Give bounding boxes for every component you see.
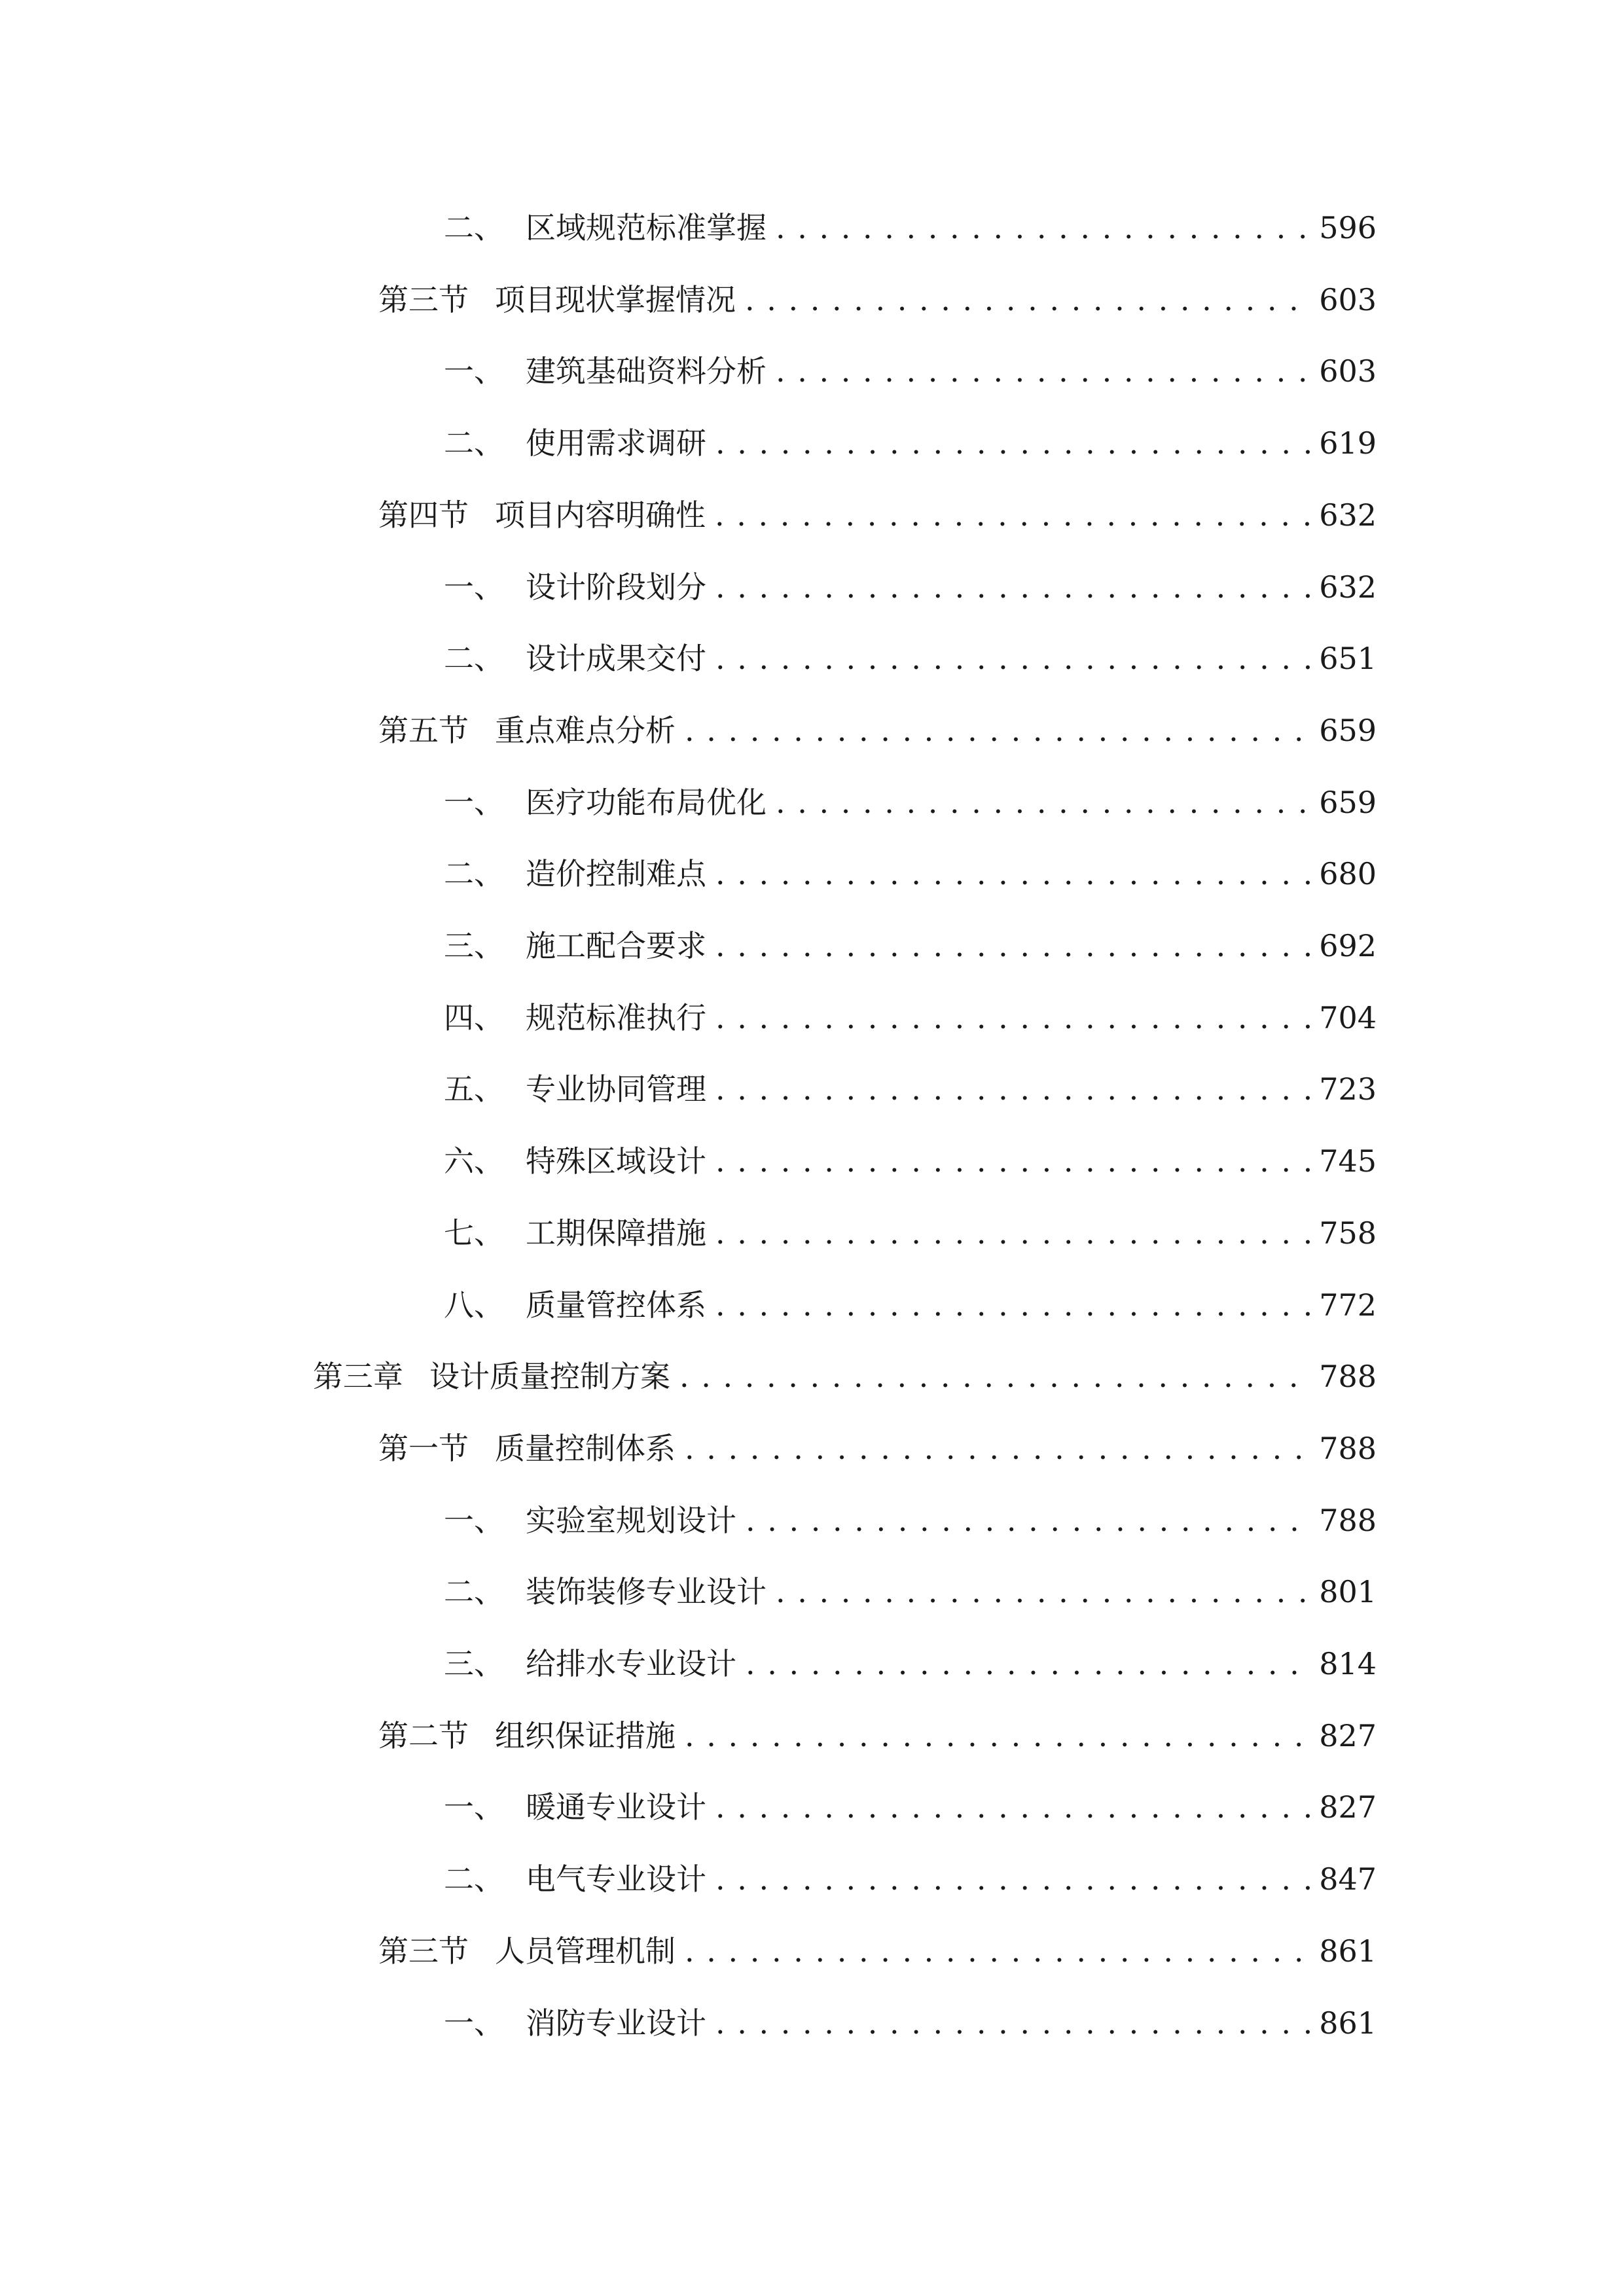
toc-page-number: 596 bbox=[1319, 210, 1377, 245]
toc-page-number: 651 bbox=[1319, 641, 1377, 676]
toc-entry-title: 电气专业设计 bbox=[526, 1861, 706, 1897]
toc-page-number: 861 bbox=[1319, 2005, 1377, 2041]
toc-entry-title: 施工配合要求 bbox=[526, 928, 706, 963]
toc-entry-title: 给排水专业设计 bbox=[526, 1646, 736, 1681]
toc-entry[interactable] bbox=[378, 704, 1377, 757]
toc-entry-number: 一、 bbox=[444, 353, 504, 389]
toc-dot-leader bbox=[746, 1494, 1310, 1547]
toc-entry-number: 二、 bbox=[444, 210, 504, 245]
toc-entry-number: 二、 bbox=[444, 641, 504, 676]
toc-entry-number: 一、 bbox=[444, 569, 504, 605]
toc-entry-number: 一、 bbox=[444, 2005, 504, 2041]
toc-entry-number: 八、 bbox=[444, 1287, 504, 1323]
toc-dot-leader bbox=[685, 704, 1310, 757]
toc-page-number: 603 bbox=[1319, 353, 1377, 389]
toc-entry-number: 二、 bbox=[444, 856, 504, 891]
toc-entry-number: 第三节 bbox=[378, 282, 469, 317]
toc-page-number: 692 bbox=[1319, 928, 1377, 963]
toc-dot-leader bbox=[715, 489, 1310, 541]
toc-dot-leader bbox=[715, 848, 1310, 900]
toc-entry-number: 二、 bbox=[444, 1574, 504, 1609]
toc-page-number: 680 bbox=[1319, 856, 1377, 891]
toc-page-number: 827 bbox=[1319, 1718, 1377, 1753]
toc-entry[interactable] bbox=[444, 992, 1377, 1044]
toc-entry[interactable] bbox=[378, 1925, 1377, 1977]
toc-entry-title: 特殊区域设计 bbox=[526, 1143, 706, 1179]
toc-dot-leader bbox=[715, 561, 1310, 613]
toc-entry-title: 重点难点分析 bbox=[495, 713, 676, 748]
toc-page-number: 814 bbox=[1319, 1646, 1377, 1681]
toc-page-number: 704 bbox=[1319, 1000, 1377, 1035]
toc-page-number: 827 bbox=[1319, 1789, 1377, 1825]
toc-entry-title: 质量控制体系 bbox=[495, 1431, 676, 1466]
toc-entry-title: 设计阶段划分 bbox=[526, 569, 706, 605]
toc-entry-title: 人员管理机制 bbox=[495, 1933, 676, 1969]
toc-page-number: 659 bbox=[1319, 785, 1377, 820]
toc-dot-leader bbox=[715, 1063, 1310, 1115]
toc-entry-title: 设计成果交付 bbox=[526, 641, 706, 676]
toc-page-number: 723 bbox=[1319, 1071, 1377, 1107]
toc-entry-number: 一、 bbox=[444, 785, 504, 820]
toc-entry-title: 造价控制难点 bbox=[526, 856, 706, 891]
toc-dot-leader bbox=[715, 1853, 1310, 1905]
toc-entry-number: 四、 bbox=[444, 1000, 504, 1035]
toc-page-number: 801 bbox=[1319, 1574, 1377, 1609]
toc-dot-leader bbox=[776, 345, 1310, 397]
toc-entry[interactable] bbox=[444, 345, 1377, 397]
toc-dot-leader bbox=[745, 274, 1310, 326]
toc-entry[interactable] bbox=[444, 561, 1377, 613]
toc-entry[interactable] bbox=[444, 1997, 1377, 2049]
toc-entry-title: 项目内容明确性 bbox=[495, 497, 706, 533]
toc-dot-leader bbox=[715, 1997, 1310, 2049]
toc-page-number: 603 bbox=[1319, 282, 1377, 317]
toc-entry-number: 第三节 bbox=[378, 1933, 469, 1969]
toc-entry[interactable] bbox=[444, 920, 1377, 972]
toc-entry-title: 医疗功能布局优化 bbox=[526, 785, 767, 820]
toc-entry-title: 建筑基础资料分析 bbox=[526, 353, 767, 389]
toc-entry[interactable] bbox=[444, 1135, 1377, 1187]
toc-entry[interactable] bbox=[444, 1063, 1377, 1115]
toc-page-number: 788 bbox=[1319, 1503, 1377, 1538]
toc-entry-title: 工期保障措施 bbox=[526, 1215, 706, 1251]
toc-page-number: 788 bbox=[1319, 1431, 1377, 1466]
toc-entry[interactable] bbox=[378, 489, 1377, 541]
toc-entry[interactable] bbox=[378, 274, 1377, 326]
toc-page-number: 619 bbox=[1319, 425, 1377, 461]
toc-page-number: 861 bbox=[1319, 1933, 1377, 1969]
toc-entry-title: 消防专业设计 bbox=[526, 2005, 706, 2041]
toc-entry-number: 一、 bbox=[444, 1503, 504, 1538]
toc-entry[interactable] bbox=[444, 202, 1377, 254]
toc-entry[interactable] bbox=[444, 417, 1377, 469]
toc-page-number: 745 bbox=[1319, 1143, 1377, 1179]
toc-entry-number: 一、 bbox=[444, 1789, 504, 1825]
toc-page-number: 847 bbox=[1319, 1861, 1377, 1897]
toc-dot-leader bbox=[679, 1350, 1310, 1403]
toc-entry-number: 第三章 bbox=[313, 1359, 403, 1394]
toc-page-number: 632 bbox=[1319, 497, 1377, 533]
toc-entry-title: 规范标准执行 bbox=[526, 1000, 706, 1035]
toc-dot-leader bbox=[715, 1279, 1310, 1331]
toc-entry[interactable] bbox=[444, 632, 1377, 685]
toc-dot-leader bbox=[685, 1422, 1310, 1475]
toc-entry-number: 二、 bbox=[444, 425, 504, 461]
toc-entry[interactable] bbox=[378, 1710, 1377, 1762]
toc-dot-leader bbox=[776, 776, 1310, 829]
toc-entry-number: 五、 bbox=[444, 1071, 504, 1107]
toc-entry-number: 第一节 bbox=[378, 1431, 469, 1466]
toc-dot-leader bbox=[685, 1710, 1310, 1762]
toc-entry-title: 装饰装修专业设计 bbox=[526, 1574, 767, 1609]
toc-entry[interactable] bbox=[378, 1422, 1377, 1475]
toc-entry-title: 设计质量控制方案 bbox=[429, 1359, 670, 1394]
toc-entry[interactable] bbox=[444, 1566, 1377, 1618]
toc-entry[interactable] bbox=[444, 848, 1377, 900]
toc-entry-title: 组织保证措施 bbox=[495, 1718, 676, 1753]
toc-entry[interactable] bbox=[444, 1279, 1377, 1331]
toc-entry-number: 二、 bbox=[444, 1861, 504, 1897]
toc-entry-number: 六、 bbox=[444, 1143, 504, 1179]
toc-dot-leader bbox=[685, 1925, 1310, 1977]
toc-entry-title: 项目现状掌握情况 bbox=[495, 282, 736, 317]
toc-dot-leader bbox=[776, 202, 1310, 254]
toc-entry-title: 专业协同管理 bbox=[526, 1071, 706, 1107]
toc-entry[interactable] bbox=[444, 1781, 1377, 1833]
toc-entry[interactable] bbox=[444, 1207, 1377, 1259]
toc-entry-title: 区域规范标准掌握 bbox=[526, 210, 767, 245]
toc-page-number: 772 bbox=[1319, 1287, 1377, 1323]
toc-page-number: 659 bbox=[1319, 713, 1377, 748]
toc-entry[interactable] bbox=[444, 776, 1377, 829]
toc-entry-title: 实验室规划设计 bbox=[526, 1503, 736, 1538]
toc-entry[interactable] bbox=[444, 1494, 1377, 1547]
toc-dot-leader bbox=[715, 992, 1310, 1044]
toc-entry-number: 第四节 bbox=[378, 497, 469, 533]
toc-entry-number: 三、 bbox=[444, 928, 504, 963]
toc-entry-title: 使用需求调研 bbox=[526, 425, 706, 461]
toc-dot-leader bbox=[776, 1566, 1310, 1618]
toc-entry[interactable] bbox=[444, 1853, 1377, 1905]
toc-entry-number: 七、 bbox=[444, 1215, 504, 1251]
toc-entry[interactable] bbox=[444, 1638, 1377, 1690]
toc-dot-leader bbox=[715, 920, 1310, 972]
toc-dot-leader bbox=[746, 1638, 1310, 1690]
toc-dot-leader bbox=[715, 1135, 1310, 1187]
toc-entry-number: 三、 bbox=[444, 1646, 504, 1681]
toc-entry-number: 第二节 bbox=[378, 1718, 469, 1753]
toc-entry-title: 质量管控体系 bbox=[526, 1287, 706, 1323]
toc-entry[interactable] bbox=[313, 1350, 1377, 1403]
toc-entry-title: 暖通专业设计 bbox=[526, 1789, 706, 1825]
toc-dot-leader bbox=[715, 632, 1310, 685]
toc-page-number: 758 bbox=[1319, 1215, 1377, 1251]
toc-dot-leader bbox=[715, 417, 1310, 469]
toc-page-number: 788 bbox=[1319, 1359, 1377, 1394]
toc-dot-leader bbox=[715, 1207, 1310, 1259]
toc-entry-number: 第五节 bbox=[378, 713, 469, 748]
toc-page-number: 632 bbox=[1319, 569, 1377, 605]
toc-dot-leader bbox=[715, 1781, 1310, 1833]
